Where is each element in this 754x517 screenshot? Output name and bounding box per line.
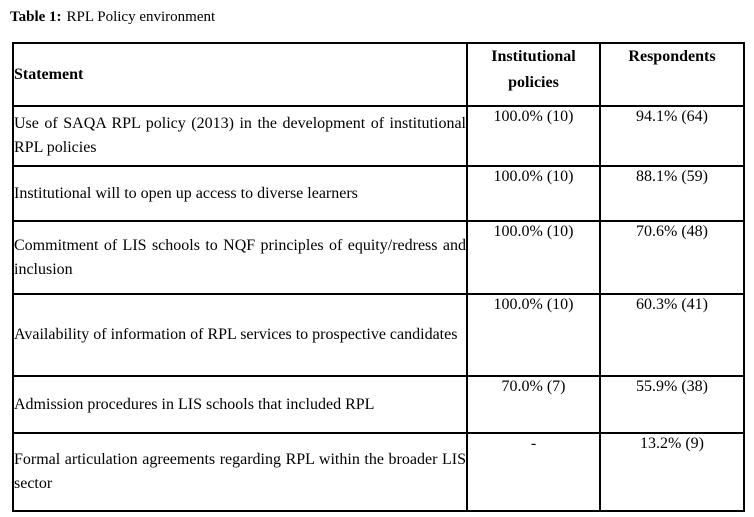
table-caption [10,7,215,27]
institutional-policies-cell: - [467,433,600,511]
institutional-policies-cell: 100.0% (10) [467,294,600,376]
column-header-statement: Statement [13,43,467,106]
table-row [13,221,744,294]
column-header-respondents: Respondents [600,43,744,106]
table-row [13,433,744,511]
header-row [13,43,744,106]
institutional-policies-cell: 100.0% (10) [467,106,600,166]
statement-cell: Use of SAQA RPL policy (2013) in the development of institutional RPL policies [13,106,467,166]
respondents-cell: 13.2% (9) [600,433,744,511]
respondents-cell: 70.6% (48) [600,221,744,294]
statement-cell: Admission procedures in LIS schools that included RPL [13,376,467,433]
table-caption-label: Table 1: [10,9,62,25]
respondents-cell: 94.1% (64) [600,106,744,166]
respondents-cell: 88.1% (59) [600,166,744,221]
statement-cell: Formal articulation agreements regarding RPL within the broader LIS sector [13,433,467,511]
table-row [13,166,744,221]
statement-cell: Availability of information of RPL services to prospective candidates [13,294,467,376]
table-row [13,376,744,433]
institutional-policies-cell: 70.0% (7) [467,376,600,433]
column-header-institutional-policies: Institutional policies [467,43,600,106]
respondents-cell: 60.3% (41) [600,294,744,376]
rpl-policy-environment-table [12,42,745,512]
institutional-policies-cell: 100.0% (10) [467,166,600,221]
statement-cell: Commitment of LIS schools to NQF principles of equity/redress and inclusion [13,221,467,294]
statement-cell: Institutional will to open up access to diverse learners [13,166,467,221]
respondents-cell: 55.9% (38) [600,376,744,433]
table-caption-text: RPL Policy environment [66,9,216,25]
table-row [13,294,744,376]
table-row [13,106,744,166]
institutional-policies-cell: 100.0% (10) [467,221,600,294]
